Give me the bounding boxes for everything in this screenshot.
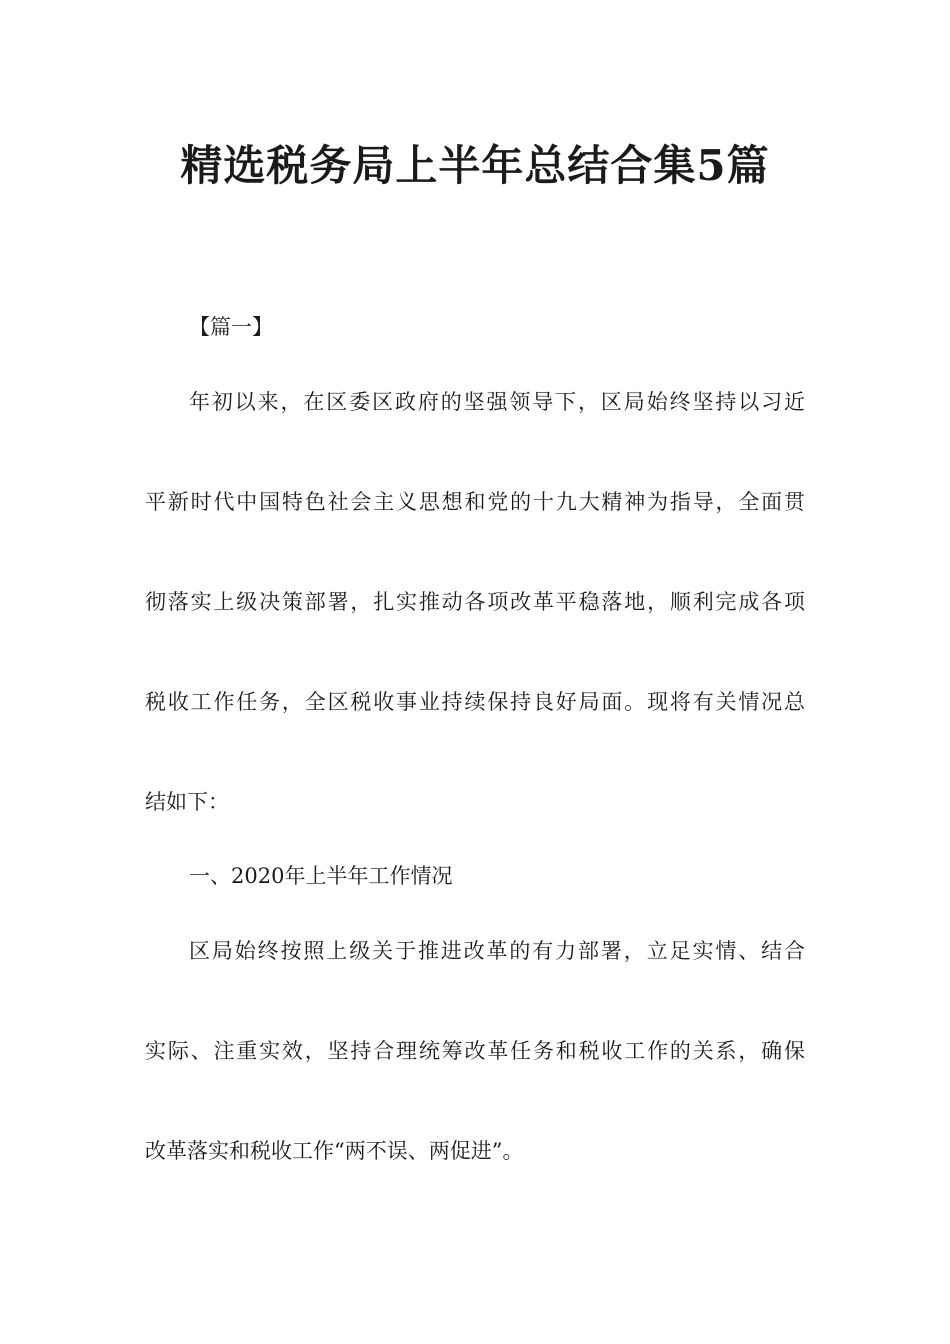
document-title: 精选税务局上半年总结合集5篇 (180, 141, 770, 190)
section-heading: 一、2020年上半年工作情况 (189, 864, 453, 888)
paragraph-line: 改革落实和税收工作“两不误、两促进”。 (145, 1139, 524, 1163)
paragraph-line: 税收工作任务，全区税收事业持续保持良好局面。现将有关情况总 (145, 690, 805, 714)
paragraph-line: 实际、注重实效，坚持合理统筹改革任务和税收工作的关系，确保 (145, 1039, 805, 1063)
paragraph-line: 区局始终按照上级关于推进改革的有力部署，立足实情、结合 (189, 939, 805, 963)
paragraph-line: 彻落实上级决策部署，扎实推动各项改革平稳落地，顺利完成各项 (145, 590, 805, 614)
section-label: 【篇一】 (189, 315, 273, 339)
paragraph-line: 年初以来，在区委区政府的坚强领导下，区局始终坚持以习近 (189, 390, 805, 414)
paragraph-line: 结如下： (145, 790, 229, 814)
paragraph-line: 平新时代中国特色社会主义思想和党的十九大精神为指导，全面贯 (145, 490, 805, 514)
